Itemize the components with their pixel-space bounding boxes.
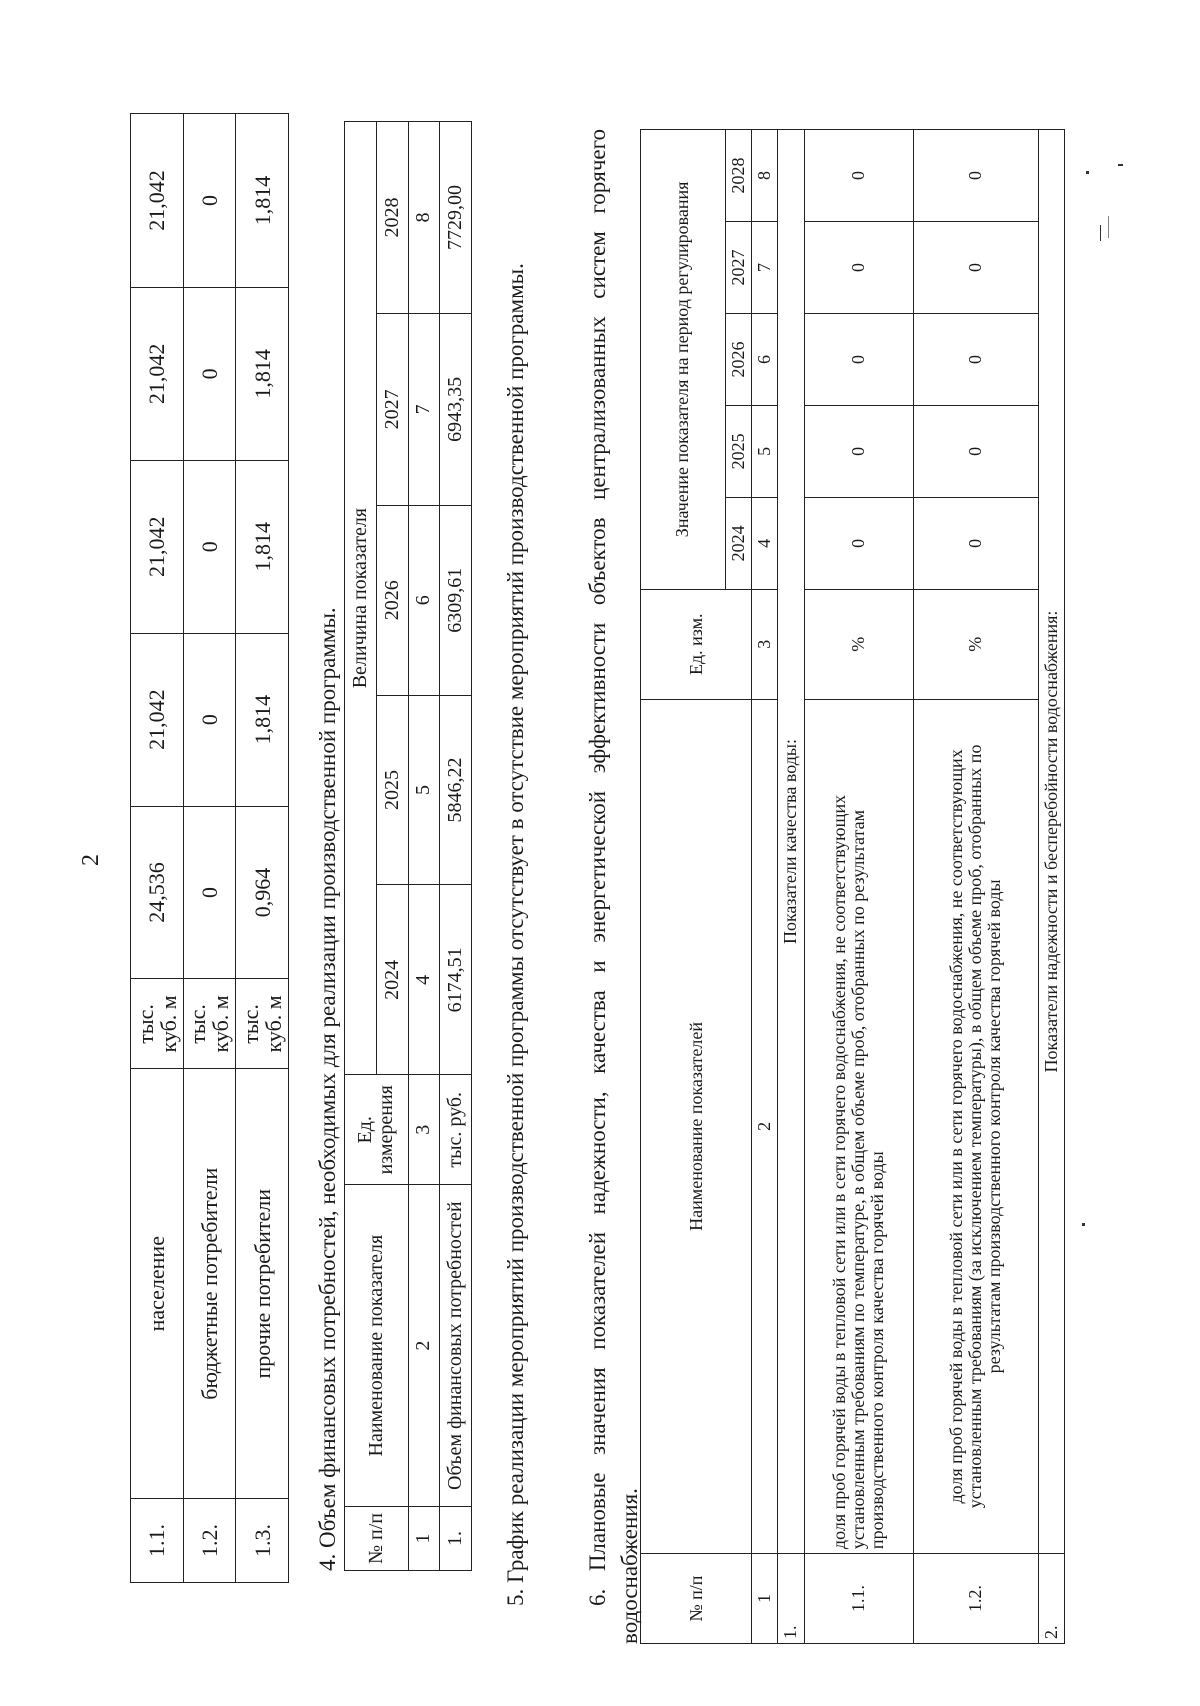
row-name: доля проб горячей воды в тепловой сети или в сети горячего водоснабжения, не соответствующих установленным требованиям (за исключением температуры), в общем объеме проб, отобранных по результатам производственного контроля качества горячей воды: [913, 699, 1038, 1553]
row-unit: тыс. куб. м: [183, 979, 236, 1069]
value-cell: 0: [804, 405, 913, 497]
scan-speck: [1082, 1223, 1085, 1226]
table-row: [131, 114, 184, 1583]
index-cell: 1: [408, 1507, 440, 1571]
value-cell: 6943,35: [440, 313, 472, 505]
header-unit: Ед. изм.: [641, 589, 752, 699]
page-number: 2: [78, 854, 104, 866]
index-cell: 5: [408, 695, 440, 885]
group-number: 2.: [1038, 1554, 1064, 1644]
row-unit: тыс. куб. м: [131, 979, 184, 1069]
table-index-row: [752, 130, 778, 1644]
section-6-heading: 6. Плановые значения показателей надежности, качества и энергетической эффективности объектов централизованных систем горячего водоснабжения.: [585, 129, 642, 1644]
index-cell: 6: [752, 313, 778, 405]
index-cell: 8: [408, 122, 440, 314]
value-cell: 0: [913, 313, 1038, 405]
header-value-group: Величина показателя: [345, 122, 377, 1075]
row-unit: %: [913, 589, 1038, 699]
value-cell: 21,042: [131, 287, 184, 460]
header-year: 2024: [376, 885, 408, 1075]
group-number: 1.: [778, 1554, 804, 1644]
table-index-row: [408, 122, 440, 1571]
indicators-table: [640, 129, 1065, 1644]
row-name: прочие потребители: [236, 1069, 289, 1499]
value-cell: 0: [183, 114, 236, 288]
volume-table: [130, 113, 289, 1583]
value-cell: 1,814: [236, 114, 289, 288]
row-name: Объем финансовых потребностей: [440, 1185, 472, 1507]
header-year: 2027: [376, 313, 408, 505]
value-cell: 0,964: [236, 806, 289, 979]
table-row: [913, 130, 1038, 1644]
index-cell: 3: [752, 589, 778, 699]
value-cell: 21,042: [131, 460, 184, 633]
value-cell: 0: [913, 497, 1038, 589]
row-number: 1.2.: [913, 1554, 1038, 1644]
row-number: 1.2.: [183, 1499, 236, 1583]
row-unit: тыс. руб.: [440, 1075, 472, 1185]
group-title: Показатели надежности и бесперебойности водоснабжения:: [1038, 130, 1064, 1554]
value-cell: 0: [804, 130, 913, 222]
value-cell: 1,814: [236, 287, 289, 460]
row-name: бюджетные потребители: [183, 1069, 236, 1499]
row-unit: %: [804, 589, 913, 699]
header-name: Наименование показателей: [641, 699, 752, 1553]
table-header-row: [641, 130, 726, 1644]
value-cell: 0: [804, 497, 913, 589]
row-name: население: [131, 1069, 184, 1499]
scan-speck: [1086, 171, 1089, 174]
index-cell: 7: [752, 222, 778, 314]
row-number: 1.: [440, 1507, 472, 1571]
value-cell: 6174,51: [440, 885, 472, 1075]
row-number: 1.1.: [804, 1554, 913, 1644]
value-cell: 1,814: [236, 633, 289, 806]
header-year: 2026: [725, 313, 751, 405]
group-title: Показатели качества воды:: [778, 130, 804, 1554]
value-cell: 0: [913, 130, 1038, 222]
header-year: 2028: [725, 130, 751, 222]
header-unit: Ед. измерения: [345, 1075, 409, 1185]
index-cell: 8: [752, 130, 778, 222]
index-cell: 2: [752, 699, 778, 1553]
header-year: 2025: [376, 695, 408, 885]
header-year: 2027: [725, 222, 751, 314]
row-name: доля проб горячей воды в тепловой сети или в сети горячего водоснабжения, не соответствующих установленным требованиям по температуре, в общем объеме проб, отобранных по результатам производственного контроля качества горячей воды: [804, 699, 913, 1553]
header-year: 2024: [725, 497, 751, 589]
value-cell: 0: [804, 313, 913, 405]
financial-needs-table: [344, 121, 472, 1571]
index-cell: 4: [752, 497, 778, 589]
value-cell: 7729,00: [440, 122, 472, 314]
value-cell: 0: [913, 222, 1038, 314]
group-row-reliability: [1038, 130, 1064, 1644]
table-row: [183, 114, 236, 1583]
value-cell: 0: [183, 287, 236, 460]
value-cell: 6309,61: [440, 505, 472, 695]
table-row: [440, 122, 472, 1571]
index-cell: 5: [752, 405, 778, 497]
value-cell: 0: [183, 633, 236, 806]
header-year: 2028: [376, 122, 408, 314]
header-year: 2026: [376, 505, 408, 695]
header-name: Наименование показателя: [345, 1185, 409, 1507]
scan-speck: [1108, 216, 1109, 238]
table-row: [804, 130, 913, 1644]
value-cell: 0: [804, 222, 913, 314]
index-cell: 3: [408, 1075, 440, 1185]
group-row-quality: [778, 130, 804, 1644]
row-number: 1.3.: [236, 1499, 289, 1583]
header-number: № п/п: [345, 1507, 409, 1571]
value-cell: 0: [913, 405, 1038, 497]
row-unit: тыс. куб. м: [236, 979, 289, 1069]
section-5-text: 5. График реализации мероприятий производственной программы отсутствует в отсутствие мероприятий производственной программы.: [503, 263, 528, 1606]
table-row: [236, 114, 289, 1583]
index-cell: 2: [408, 1185, 440, 1507]
header-year: 2025: [725, 405, 751, 497]
value-cell: 5846,22: [440, 695, 472, 885]
value-cell: 1,814: [236, 460, 289, 633]
table-header-row: [345, 122, 377, 1571]
value-cell: 0: [183, 460, 236, 633]
header-period-group: Значение показателя на период регулирования: [641, 130, 726, 590]
index-cell: 1: [752, 1554, 778, 1644]
row-number: 1.1.: [131, 1499, 184, 1583]
value-cell: 21,042: [131, 114, 184, 288]
scan-speck: [1100, 225, 1101, 241]
index-cell: 6: [408, 505, 440, 695]
section-4-heading: 4. Объем финансовых потребностей, необходимых для реализации производственной программы.: [315, 607, 340, 1571]
value-cell: 24,536: [131, 806, 184, 979]
index-cell: 4: [408, 885, 440, 1075]
index-cell: 7: [408, 313, 440, 505]
scan-speck: [1118, 164, 1123, 166]
value-cell: 0: [183, 806, 236, 979]
value-cell: 21,042: [131, 633, 184, 806]
header-number: № п/п: [641, 1554, 752, 1644]
